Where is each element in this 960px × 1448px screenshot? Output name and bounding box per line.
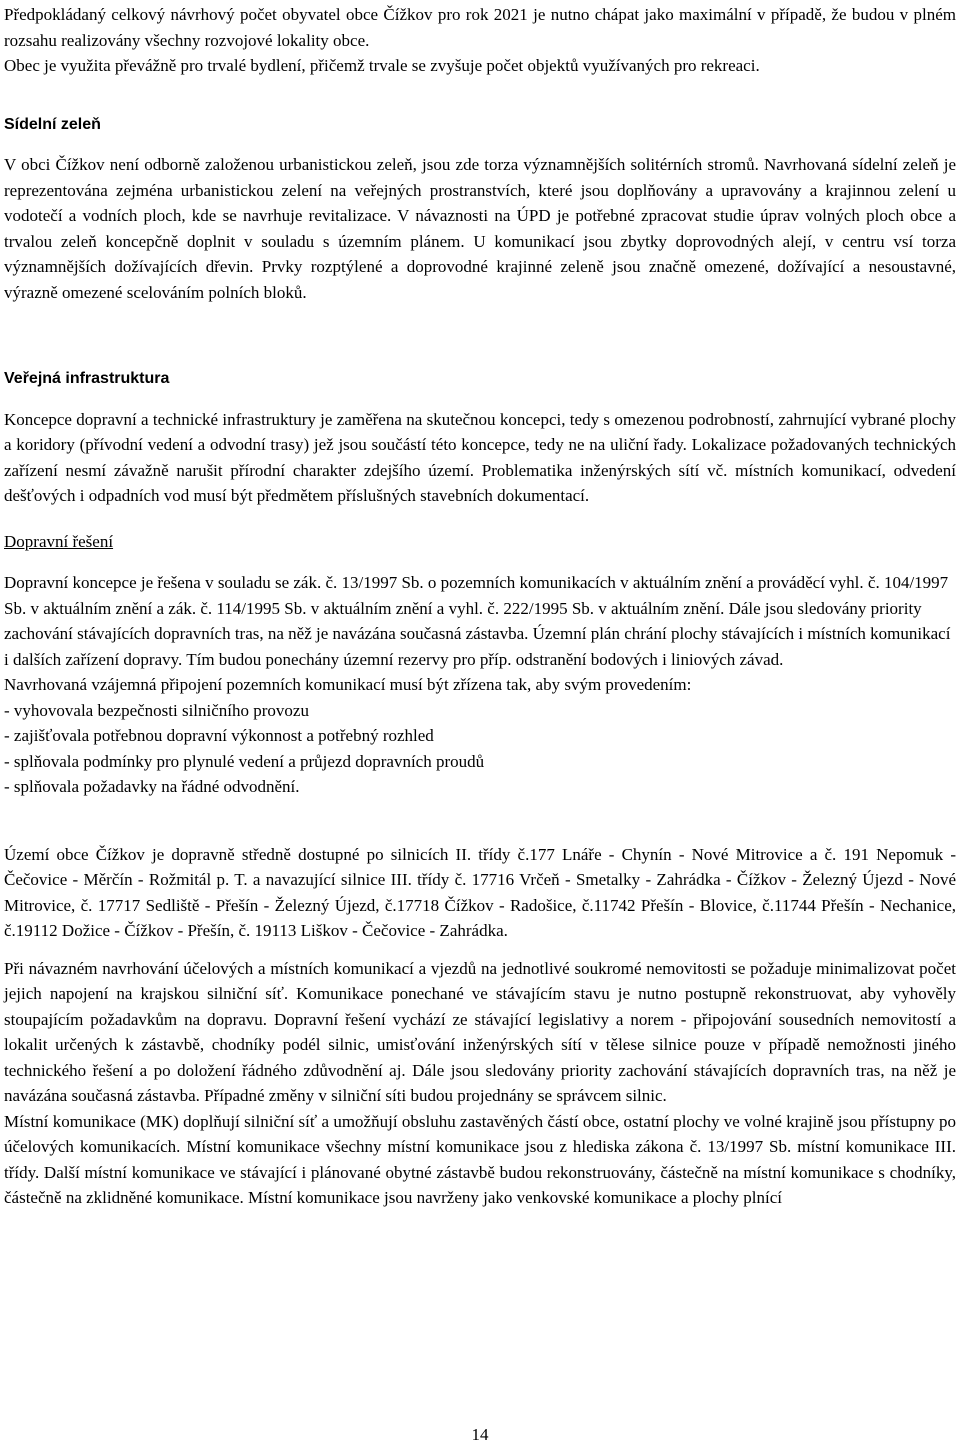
spacer xyxy=(4,392,956,407)
dopravni-reseni-paragraph-2: Navrhovaná vzájemná připojení pozemních komunikací musí být zřízena tak, aby svým provedením: xyxy=(4,675,692,694)
subsection-heading-dopravni-reseni: Dopravní řešení xyxy=(4,531,114,551)
intro-paragraph-2: Obec je využita převážně pro trvalé bydlení, přičemž trvale se zvyšuje počet objektů využívaných pro rekreaci. xyxy=(4,56,760,75)
spacer xyxy=(4,137,956,152)
list-item: - vyhovovala bezpečnosti silničního provozu xyxy=(4,700,309,720)
list-item: - zajišťovala potřebnou dopravní výkonnost a potřebný rozhled xyxy=(4,726,434,745)
spacer xyxy=(4,79,956,112)
document-page xyxy=(4,2,956,1211)
spacer xyxy=(4,305,956,366)
section-heading-verejna-infrastruktura: Veřejná infrastruktura xyxy=(4,370,170,387)
page-number: 14 xyxy=(471,1425,489,1444)
requirements-list xyxy=(4,698,956,800)
spacer xyxy=(4,800,956,842)
list-item: - splňovala podmínky pro plynulé vedení a průjezd dopravních proudů xyxy=(4,751,485,771)
spacer xyxy=(4,944,956,956)
dopravni-reseni-paragraph-1: Dopravní koncepce je řešena v souladu se zák. č. 13/1997 Sb. o pozemních komunikacích v aktuálním znění a prováděcí vyhl. č. 104/1997 Sb. v aktuálním znění a zák. č. 114/1995 Sb. v aktuálním znění a vyhl. č. 222/1995 Sb. v aktuálním znění. Dále jsou sledovány priority zachování stávajících dopravních tras, na něž je navázána současná zástavba. Územní plán chrání plochy stávajících i místních komunikací i dalších zařízení dopravy. Tím budou ponechány územní rezervy pro příp. odstranění bodových i liniových závad. xyxy=(4,573,951,669)
section-heading-sidelni-zelen: Sídelní zeleň xyxy=(4,115,101,133)
spacer xyxy=(4,554,956,570)
dopravni-reseni-paragraph-4: Při návazném navrhování účelových a místních komunikací a vjezdů na jednotlivé soukromé nemovitosti se požaduje minimalizovat počet jejich napojení na krajskou silniční síť. Komunikace ponechané ve stávajícím stavu je nutno postupně rekonstruovat, aby vyhověly stoupajícím požadavkům na dopravu. Dopravní řešení vychází ze stávající legislativy a norem - připojování sousedních nemovitostí a lokalit určených k zástavbě, chodníky podél silnic, umisťování inženýrských sítí v tělese silnice pouze v případě nemožnosti jiného technického řešení a po doložení řádného zdůvodnění aj. Dále jsou sledovány priority zachování stávajících dopravních tras, na něž je navázána současná zástavba. Případné změny v silniční síti budou projednány se správcem silnic. xyxy=(4,958,956,1105)
sidelni-zelen-paragraph: V obci Čížkov není odborně založenou urbanistickou zeleň, jsou zde torza významnějších solitérních stromů. Navrhovaná sídelní zeleň je reprezentována zejména urbanistickou zelení na veřejných prostranstvích, které jsou doplňovány a upravovány a krajinnou zelení u vodotečí a vodních ploch, kde se navrhuje revitalizace. V návaznosti na ÚPD je potřebné zpracovat studie úprav volných ploch obce a trvalou zeleň koncepčně doplnit v souladu s územním plánem. U komunikací jsou zbytky doprovodných alejí, v centru vsí torza významnějších dožívajících dřevin. Prvky rozptýlené a doprovodné krajinné zeleně jsou značně omezené, dožívající a nesoustavné, výrazně omezené scelováním polních bloků. xyxy=(4,155,956,302)
dopravni-reseni-paragraph-3: Území obce Čížkov je dopravně středně dostupné po silnicích II. třídy č.177 Lnáře - Chynín - Nové Mitrovice a č. 191 Nepomuk - Čečovice - Měrčín - Rožmitál p. T. a navazující silnice III. třídy č. 17716 Vrčeň - Smetalky - Zahrádka - Čížkov - Železný Újezd - Nové Mitrovice, č. 17717 Sedliště - Přešín - Železný Újezd, č.17718 Čížkov - Radošice, č.11742 Přešín - Blovice, č.11744 Přešín - Nechanice, č.19112 Dožice - Čížkov - Přešín, č. 19113 Liškov - Čečovice - Zahrádka. xyxy=(4,844,956,940)
list-item: - splňovala požadavky na řádné odvodnění. xyxy=(4,777,300,796)
verejna-infrastruktura-paragraph: Koncepce dopravní a technické infrastruktury je zaměřena na skutečnou koncepci, tedy s omezenou podrobností, zahrnující vybrané plochy a koridory (přívodní vedení a odvodní trasy) jež jsou součástí této koncepce, tedy ne na uliční řady. Lokalizace požadovaných technických zařízení nesmí závažně narušit přírodní charakter zdejšího území. Problematika inženýrských sítí vč. místních komunikací, odvedení dešťových i odpadních vod musí být předmětem příslušných stavebních dokumentací. xyxy=(4,409,956,505)
intro-paragraph-1: Předpokládaný celkový návrhový počet obyvatel obce Čížkov pro rok 2021 je nutno chápat jako maximální v případě, že budou v plném rozsahu realizovány všechny rozvojové lokality obce. xyxy=(4,5,956,50)
spacer xyxy=(4,509,956,529)
dopravni-reseni-paragraph-5: Místní komunikace (MK) doplňují silniční síť a umožňují obsluhu zastavěných částí obce, ostatní plochy ve volné krajině jsou přístupny po účelových komunikacích. Místní komunikace všechny místní komunikace jsou z hlediska zákona č. 13/1997 Sb. místní komunikace III. třídy. Další místní komunikace ve stávající i plánované obytné zástavbě budou rekonstruovány, částečně na místní komunikace s chodníky, částečně na zklidněné komunikace. Místní komunikace jsou navrženy jako venkovské komunikace a plochy plnící xyxy=(4,1111,956,1207)
